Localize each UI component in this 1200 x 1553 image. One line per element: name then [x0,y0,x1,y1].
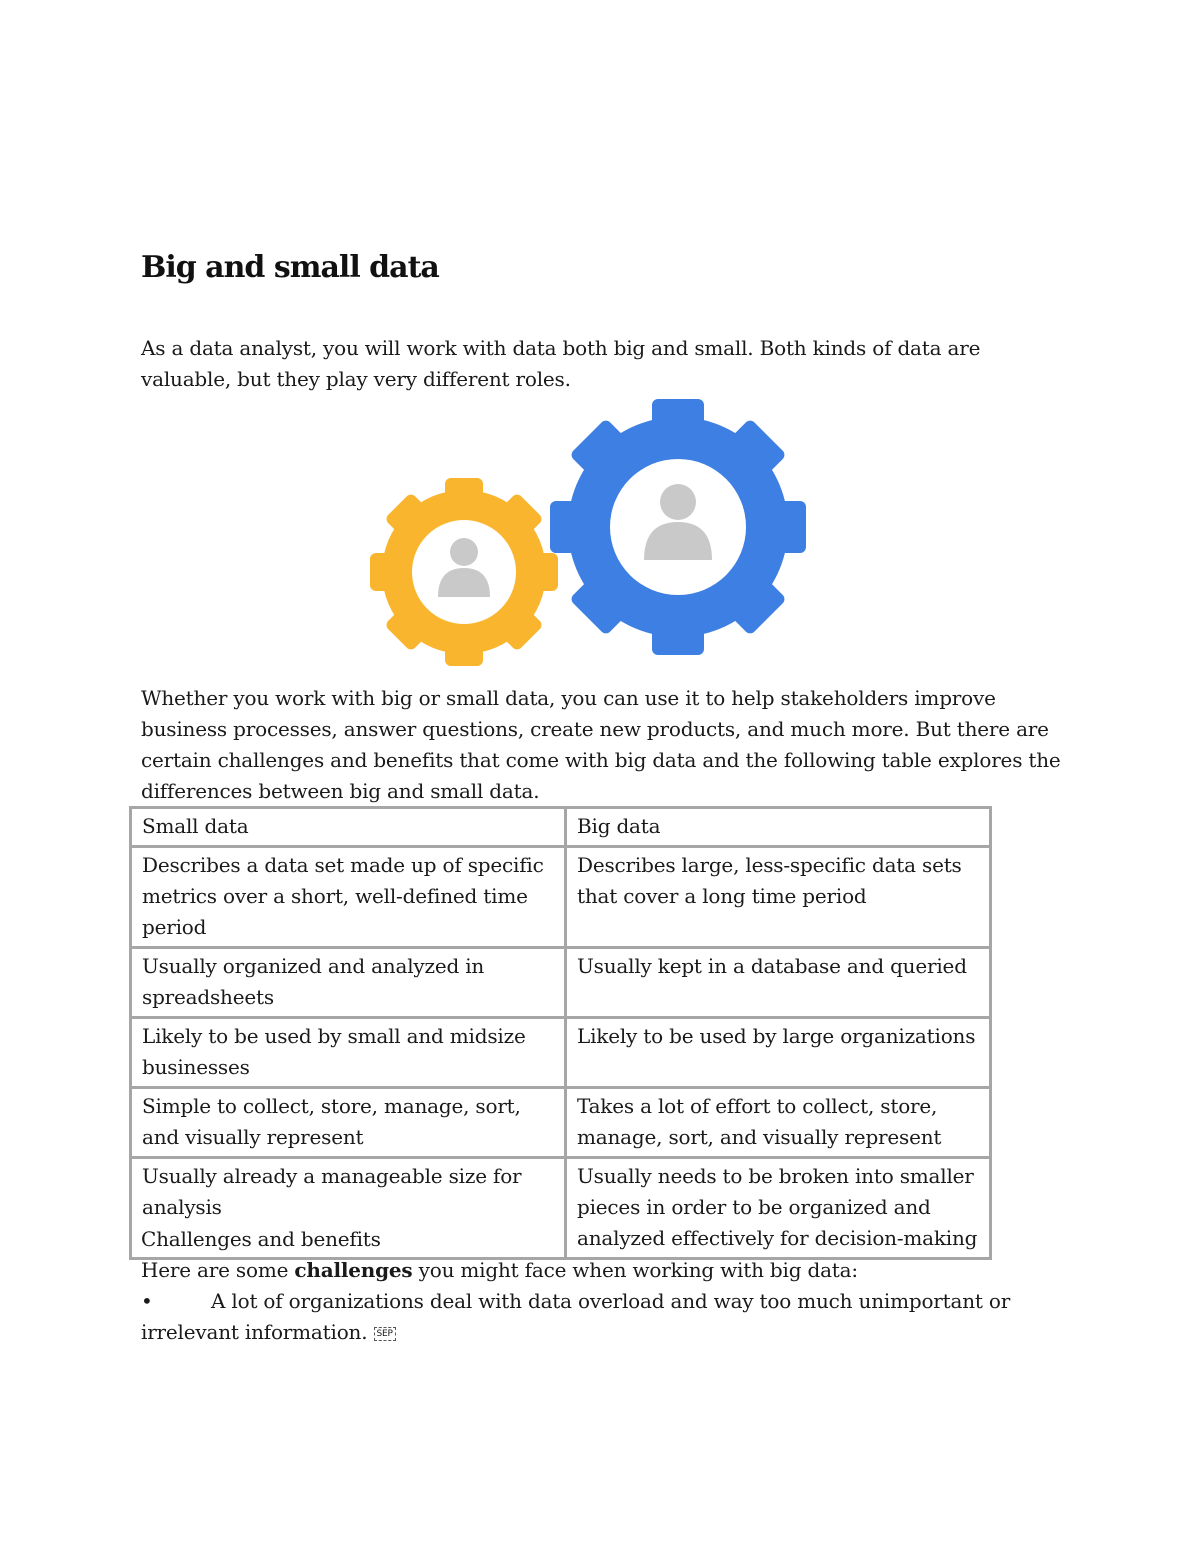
bullet-text: A lot of organizations deal with data overload and way too much unimportant or irrelevant information. [141,1289,1011,1344]
table-cell: Describes a data set made up of specific metrics over a short, well-defined time period [131,847,566,948]
table-header-cell: Big data [566,808,991,847]
table-cell: Describes large, less-specific data sets that cover a long time period [566,847,991,948]
table-cell: Usually needs to be broken into smaller pieces in order to be organized and analyzed effectively for decision-making [566,1158,991,1259]
section-heading: Challenges and benefits [141,1227,381,1251]
big-gear-icon [550,399,806,655]
table-cell: Usually kept in a database and queried [566,948,991,1018]
table-row [131,847,991,948]
page-title: Big and small data [141,250,439,285]
table-row [131,948,991,1018]
gears-illustration [368,392,808,677]
intro-paragraph: As a data analyst, you will work with data both big and small. Both kinds of data are valuable, but they play very different roles. [141,336,981,391]
table-header-row [131,808,991,847]
small-gear-icon [370,478,558,666]
challenges-intro-text: Here are some [141,1258,295,1282]
table-cell: Takes a lot of effort to collect, store, manage, sort, and visually represent [566,1088,991,1158]
table-header-cell: Small data [131,808,566,847]
challenges-intro-text: you might face when working with big data: [412,1258,858,1282]
challenges-intro [141,1255,1071,1286]
table-row [131,1018,991,1088]
challenges-section [141,1224,1071,1348]
list-item [141,1286,1071,1348]
table-cell: Likely to be used by large organizations [566,1018,991,1088]
table-cell: Usually already a manageable size for analysis [131,1158,566,1259]
separator-glyph: SEP [374,1327,396,1341]
comparison-table [129,806,992,1260]
table-cell: Usually organized and analyzed in spreadsheets [131,948,566,1018]
challenges-bold-word: challenges [294,1258,413,1282]
body-paragraph: Whether you work with big or small data, you can use it to help stakeholders improve business processes, answer questions, create new products, and much more. But there are certain challenges and benefits that come with big data and the following table explores the differences between big and small data. [141,686,1061,803]
table-cell: Simple to collect, store, manage, sort, and visually represent [131,1088,566,1158]
table-row [131,1088,991,1158]
table-cell: Likely to be used by small and midsize businesses [131,1018,566,1088]
bullet-marker: • [141,1289,153,1313]
